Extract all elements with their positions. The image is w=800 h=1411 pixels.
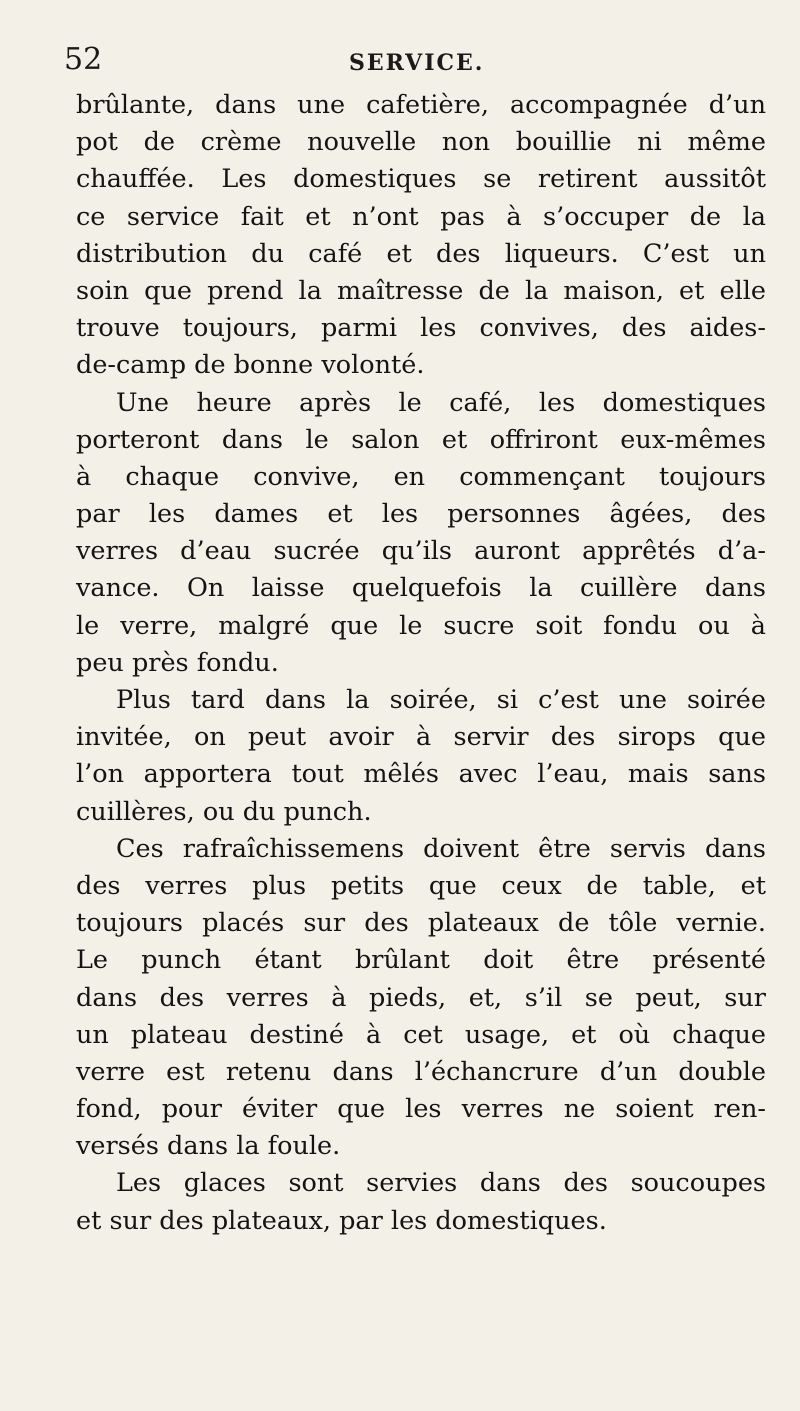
running-head xyxy=(64,42,764,86)
text-line: vance. On laisse quelquefois la cuillère dans xyxy=(76,573,766,604)
text-line: verres d’eau sucrée qu’ils auront apprêtés d’a- xyxy=(76,536,766,567)
text-line: à chaque convive, en commençant toujours xyxy=(76,461,766,492)
text-line: l’on apportera tout mêlés avec l’eau, mais sans xyxy=(76,759,766,790)
running-title: SERVICE. xyxy=(349,50,485,76)
text-line: fond, pour éviter que les verres ne soient ren- xyxy=(76,1094,766,1125)
text-line: Le punch étant brûlant doit être présenté xyxy=(76,945,766,976)
text-line: par les dames et les personnes âgées, des xyxy=(76,499,766,530)
text-line: Les glaces sont servies dans des soucoupes xyxy=(116,1168,766,1199)
text-line: ce service fait et n’ont pas à s’occuper de la xyxy=(76,201,766,232)
text-line: soin que prend la maîtresse de la maison, et elle xyxy=(76,275,766,306)
text-line: porteront dans le salon et offriront eux-mêmes xyxy=(76,424,766,455)
text-line: un plateau destiné à cet usage, et où chaque xyxy=(76,1019,766,1050)
text-line: invitée, on peut avoir à servir des sirops que xyxy=(76,722,766,753)
text-line: trouve toujours, parmi les convives, des aides- xyxy=(76,313,766,344)
text-line: cuillères, ou du punch. xyxy=(76,796,372,827)
text-line: toujours placés sur des plateaux de tôle vernie. xyxy=(76,908,766,939)
text-line: Ces rafraîchissemens doivent être servis dans xyxy=(116,833,766,864)
page-number: 52 xyxy=(64,42,103,77)
text-line: dans des verres à pieds, et, s’il se peut, sur xyxy=(76,982,766,1013)
text-line: de-camp de bonne volonté. xyxy=(76,350,425,381)
text-line: le verre, malgré que le sucre soit fondu ou à xyxy=(76,610,766,641)
text-line: versés dans la foule. xyxy=(76,1131,341,1162)
text-line: distribution du café et des liqueurs. C’est un xyxy=(76,238,766,269)
text-line: peu près fondu. xyxy=(76,647,279,678)
text-line: des verres plus petits que ceux de table, et xyxy=(76,870,766,901)
text-line: verre est retenu dans l’échancrure d’un double xyxy=(76,1056,766,1087)
text-line: Une heure après le café, les domestiques xyxy=(116,387,766,418)
text-line: Plus tard dans la soirée, si c’est une soirée xyxy=(116,685,766,715)
text-line: brûlante, dans une cafetière, accompagnée d’un xyxy=(76,90,766,120)
body-text xyxy=(76,87,766,1240)
text-line: pot de crème nouvelle non bouillie ni même xyxy=(76,127,766,158)
text-line: chauffée. Les domestiques se retirent aussitôt xyxy=(76,164,766,195)
text-line: et sur des plateaux, par les domestiques. xyxy=(76,1205,607,1236)
